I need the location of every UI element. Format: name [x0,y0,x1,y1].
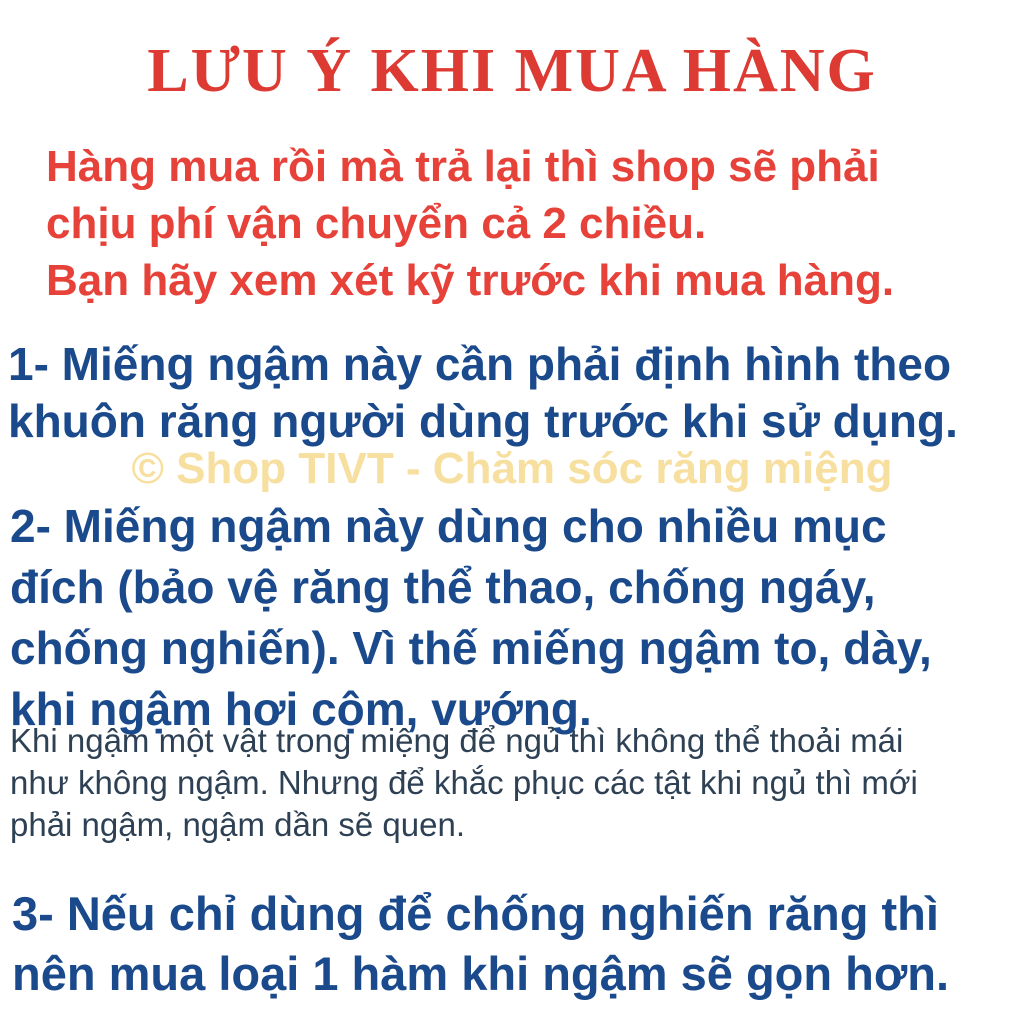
shop-watermark: © Shop TIVT - Chăm sóc răng miệng [131,444,893,493]
item-1-line-1: 1- Miếng ngậm này cần phải định hình theo [8,338,952,390]
item-3-line-2: nên mua loại 1 hàm khi ngậm sẽ gọn hơn. [12,947,950,1000]
shipping-notice-line-2: chịu phí vận chuyển cả 2 chiều. [46,199,707,248]
item-2-line-2: đích (bảo vệ răng thể thao, chống ngáy, [10,561,876,613]
shipping-notice-line-3: Bạn hãy xem xét kỹ trước khi mua hàng. [46,256,895,305]
item-2-line-1: 2- Miếng ngậm này dùng cho nhiều mục [10,500,887,552]
numbered-item-2 [10,496,932,740]
numbered-item-3 [12,884,949,1004]
item-2-line-3: chống nghiến). Vì thế miếng ngậm to, dày, [10,622,932,674]
numbered-item-1 [8,336,958,450]
shipping-notice-line-1: Hàng mua rồi mà trả lại thì shop sẽ phải [46,142,880,191]
item-3-line-1: 3- Nếu chỉ dùng để chống nghiến răng thì [12,887,939,940]
item-1-line-2: khuôn răng người dùng trước khi sử dụng. [8,395,958,447]
note-line-2: như không ngậm. Nhưng để khắc phục các tật khi ngủ thì mới [10,764,918,801]
page-title: LƯU Ý KHI MUA HÀNG [147,37,877,105]
shipping-notice [46,138,894,309]
note-line-1: Khi ngậm một vật trong miệng để ngủ thì không thể thoải mái [10,722,904,759]
item-2-line-4: khi ngậm hơi cộm, vướng. [10,683,592,735]
explanatory-note [10,720,918,846]
note-line-3: phải ngậm, ngậm dần sẽ quen. [10,806,465,843]
